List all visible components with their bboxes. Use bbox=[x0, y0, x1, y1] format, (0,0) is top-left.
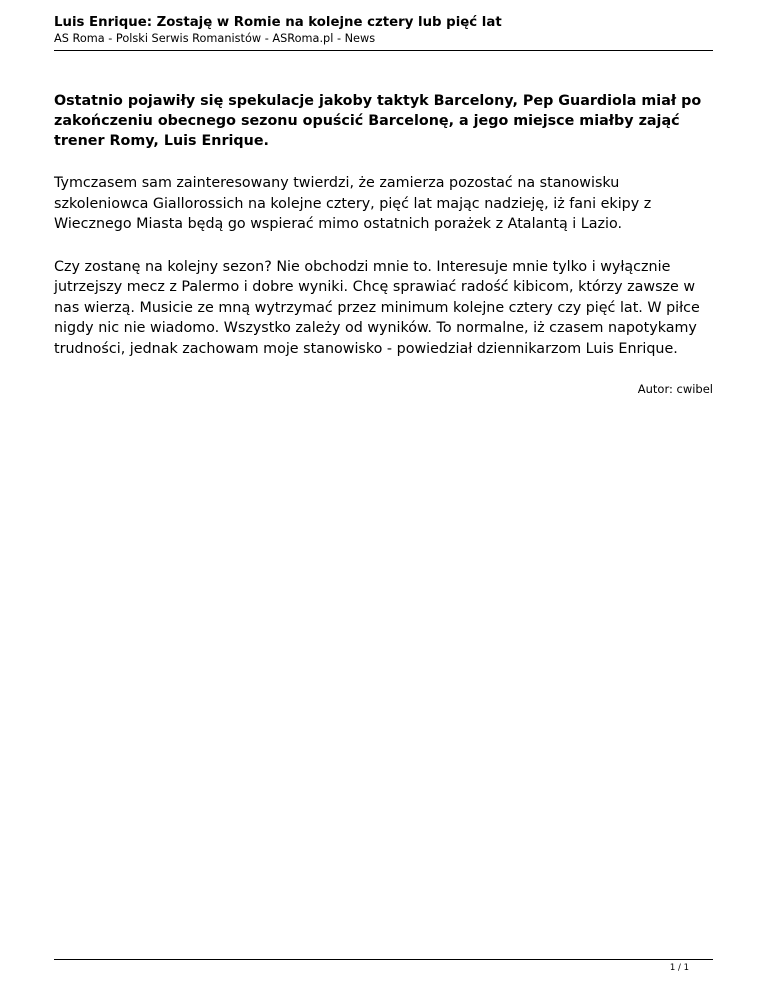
page-header bbox=[54, 14, 713, 46]
article-title: Luis Enrique: Zostaję w Romie na kolejne cztery lub pięć lat bbox=[54, 15, 502, 30]
article-body bbox=[54, 91, 713, 397]
article-paragraph-1: Tymczasem sam zainteresowany twierdzi, że zamierza pozostać na stanowisku szkoleniowca Giallorossich na kolejne cztery, pięć lat mając nadzieję, iż fani ekipy z Wiecznego Miasta będą go wspierać mimo ostatnich porażek z Atalantą i Lazio. bbox=[54, 175, 652, 232]
article-paragraph-2: Czy zostanę na kolejny sezon? Nie obchodzi mnie to. Interesuje mnie tylko i wyłącznie jutrzejszy mecz z Palermo i dobre wyniki. Chcę sprawiać radość kibicom, którzy zawsze w nas wierzą. Musicie ze mną wytrzymać przez minimum kolejne cztery czy pięć lat. W piłce nigdy nic nie wiadomo. Wszystko zależy od wyników. To normalne, iż czasem napotykamy trudności, jednak zachowam moje stanowisko - powiedział dziennikarzom Luis Enrique. bbox=[54, 258, 700, 357]
site-subtitle: AS Roma - Polski Serwis Romanistów - ASRoma.pl - News bbox=[54, 32, 376, 45]
article-author: Autor: cwibel bbox=[637, 382, 713, 396]
header-divider bbox=[54, 50, 713, 51]
footer-divider bbox=[54, 959, 713, 960]
article-lead: Ostatnio pojawiły się spekulacje jakoby taktyk Barcelony, Pep Guardiola miał po zakończeniu obecnego sezonu opuścić Barcelonę, a jego miejsce miałby zająć trener Romy, Luis Enrique. bbox=[54, 93, 702, 149]
page-number: 1 / 1 bbox=[669, 963, 689, 973]
